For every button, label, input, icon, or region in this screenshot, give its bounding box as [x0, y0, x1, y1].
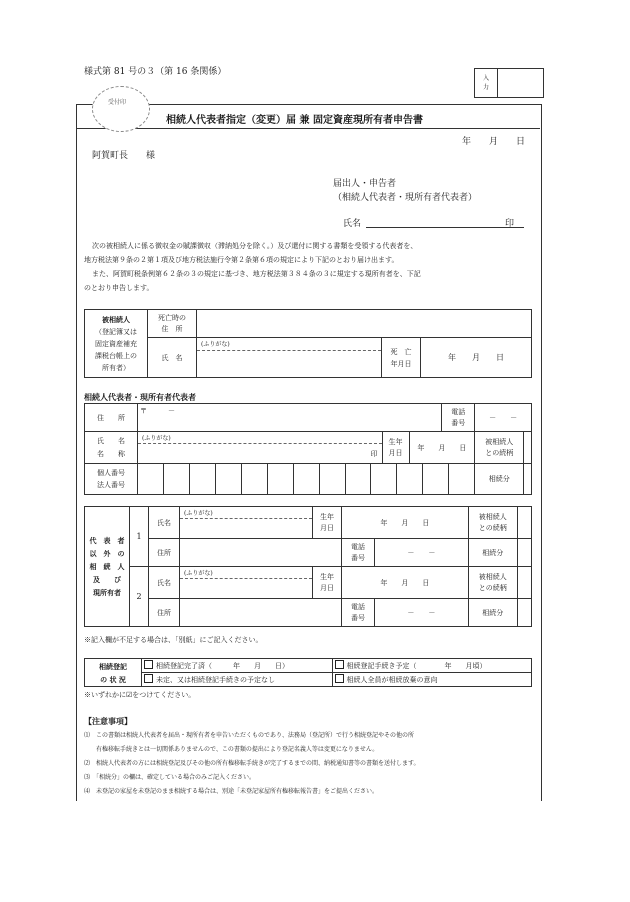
note-line: ⑴ この書類は相続人代表者を届出・現所有者を申告いただくものであり、法務局（登記所）で行う相続登記やその他の所	[84, 732, 415, 739]
note-line: ⑷ 未登記の家屋を未登記のまま相続する場合は、別途「未登記家屋所有権移転報告書」をご提出ください。	[84, 788, 379, 795]
applicant-label: 届出人・申告者	[333, 179, 397, 189]
option-renounce[interactable]: 相続人全員が相続放棄の意向	[332, 673, 531, 687]
heir-1-birth-field[interactable]: 年 月 日	[342, 507, 469, 539]
representative-table	[84, 403, 532, 495]
note-line: 有権移転手続きとは一切関係ありませんので、この書類の提出により登記名義人等は変更になりません。	[84, 746, 379, 753]
registration-status-label: 相続登記 の 状 況	[85, 659, 142, 687]
heir-1-phone-label: 電話 番号	[342, 539, 375, 567]
rep-section-title: 相続人代表者・現所有者代表者	[84, 392, 196, 402]
rep-birth-field[interactable]: 年 月 日	[409, 432, 475, 464]
rep-share-field[interactable]	[524, 464, 532, 495]
furigana-label: (ふりがな)	[184, 570, 213, 577]
rep-relation-label: 被相続人 との続柄	[475, 432, 524, 464]
addressee: 阿賀町長 様	[92, 151, 156, 161]
stamp-label: 受付印	[108, 99, 127, 106]
furigana-label: (ふりがな)	[184, 510, 213, 517]
death-date-label: 死 亡 年月日	[382, 338, 421, 378]
heir-1-address-label: 住所	[149, 539, 180, 567]
rep-share-label: 相続分	[475, 464, 524, 495]
heir-2-phone-field[interactable]: － －	[375, 599, 469, 627]
page-title: 相続人代表者指定（変更）届 兼 固定資産現所有者申告書	[166, 115, 423, 126]
heir-1-address-field[interactable]	[180, 539, 342, 567]
decedent-address-field[interactable]	[197, 310, 532, 338]
heir-2-phone-label: 電話 番号	[342, 599, 375, 627]
heir-1-name-label: 氏名	[149, 507, 180, 539]
paragraph-line-3: また、阿賀町税条例第６２条の３の規定に基づき、地方税法第３８４条の３に規定する現所有者を、下記	[92, 270, 421, 278]
heir-2-relation-label: 被相続人 との続柄	[468, 567, 517, 599]
applicant-seal: 印	[505, 219, 515, 229]
heir-2-birth-label: 生年 月日	[313, 567, 342, 599]
heir-1-relation-label: 被相続人 との続柄	[468, 507, 517, 539]
applicant-role: （相続人代表者・現所有者代表者）	[333, 193, 478, 203]
decedent-name-label: 氏 名	[148, 338, 197, 378]
heir-1-phone-field[interactable]: － －	[375, 539, 469, 567]
heir-1-relation-field[interactable]	[517, 507, 531, 539]
checkbox-icon[interactable]	[144, 674, 153, 683]
rep-phone-label: 電話 番号	[442, 404, 475, 432]
heir-1-share-label: 相続分	[468, 539, 517, 567]
heir-2-share-label: 相続分	[468, 599, 517, 627]
heir-2-relation-field[interactable]	[517, 567, 531, 599]
checkbox-icon[interactable]	[335, 674, 344, 683]
death-date-field[interactable]: 年 月 日	[421, 338, 532, 378]
rep-address-field[interactable]: 〒 －	[138, 404, 442, 432]
applicant-name-field[interactable]	[366, 227, 524, 228]
rep-relation-field[interactable]	[524, 432, 532, 464]
other-heirs-label: 代 表 者 以 外 の 相 続 人 及 び 現所有者	[85, 507, 130, 627]
heir-2-name-field[interactable]	[180, 567, 313, 599]
check-note: ※いずれかに☑をつけてください。	[84, 691, 196, 699]
input-box-label: 入 力	[483, 75, 490, 91]
input-box	[474, 68, 544, 98]
option-registration-done[interactable]: 相続登記完了済（ 年 月 日）	[142, 659, 333, 673]
heir-2-number: 2	[130, 567, 149, 627]
rep-id-field[interactable]	[138, 464, 475, 495]
checkbox-icon[interactable]	[335, 660, 344, 669]
decedent-name-field[interactable]	[197, 338, 382, 378]
decedent-label-cell: 被相続人 （登記簿又は 固定資産補充 課税台帳上の 所有者）	[85, 310, 148, 378]
form-number: 様式第 81 号の３（第 16 条関係）	[84, 67, 227, 77]
applicant-name-label: 氏名	[343, 219, 362, 229]
note-line: ⑶ 「相続分」の欄は、確定している場合のみご記入ください。	[84, 774, 256, 781]
rep-name-field[interactable]	[138, 432, 383, 464]
rep-name-label: 氏 名 名 称	[85, 432, 138, 464]
registration-status-table	[84, 658, 532, 687]
rep-phone-field[interactable]: － －	[475, 404, 532, 432]
option-registration-undecided[interactable]: 未定、又は相続登記手続きの予定なし	[142, 673, 333, 687]
paragraph-line-4: のとおり申告します。	[84, 284, 154, 292]
furigana-label: (ふりがな)	[201, 341, 230, 348]
heir-2-address-label: 住所	[149, 599, 180, 627]
notes-title: 【注意事項】	[84, 716, 132, 726]
checkbox-icon[interactable]	[144, 660, 153, 669]
date-field[interactable]: 年 月 日	[462, 137, 526, 147]
heir-2-name-label: 氏名	[149, 567, 180, 599]
rep-birth-label: 生年 月日	[382, 432, 409, 464]
other-heirs-table	[84, 506, 532, 627]
heir-2-birth-field[interactable]: 年 月 日	[342, 567, 469, 599]
paragraph-line-1: 次の被相続人に係る徴収金の賦課徴収（滞納処分を除く。）及び還付に関する書類を受領する代表者を、	[92, 242, 418, 250]
heir-1-number: 1	[130, 507, 149, 567]
heir-2-share-field[interactable]	[517, 599, 531, 627]
paragraph-line-2: 地方税法第９条の２第１項及び地方税法施行令第２条第６項の規定により下記のとおり届け出ます。	[84, 256, 399, 264]
heir-2-address-field[interactable]	[180, 599, 342, 627]
heir-1-birth-label: 生年 月日	[313, 507, 342, 539]
option-registration-planned[interactable]: 相続登記手続き予定（ 年 月頃）	[332, 659, 531, 673]
receipt-stamp-area	[92, 86, 150, 132]
heir-1-share-field[interactable]	[517, 539, 531, 567]
note-line: ⑵ 相続人代表者の方には相続登記及びその他の所有権移転手続きが完了するまでの間、納税通知書等の書類を送付します。	[84, 760, 420, 767]
decedent-address-label: 死亡時の 住 所	[148, 310, 197, 338]
rep-address-label: 住 所	[85, 404, 138, 432]
heir-1-name-field[interactable]	[180, 507, 313, 539]
shortage-note: ※記入欄が不足する場合は、「別紙」にご記入ください。	[84, 636, 263, 644]
rep-id-label: 個人番号 法人番号	[85, 464, 138, 495]
decedent-table	[84, 309, 532, 378]
furigana-label: (ふりがな)	[142, 435, 171, 442]
rep-seal: 印	[370, 450, 378, 458]
